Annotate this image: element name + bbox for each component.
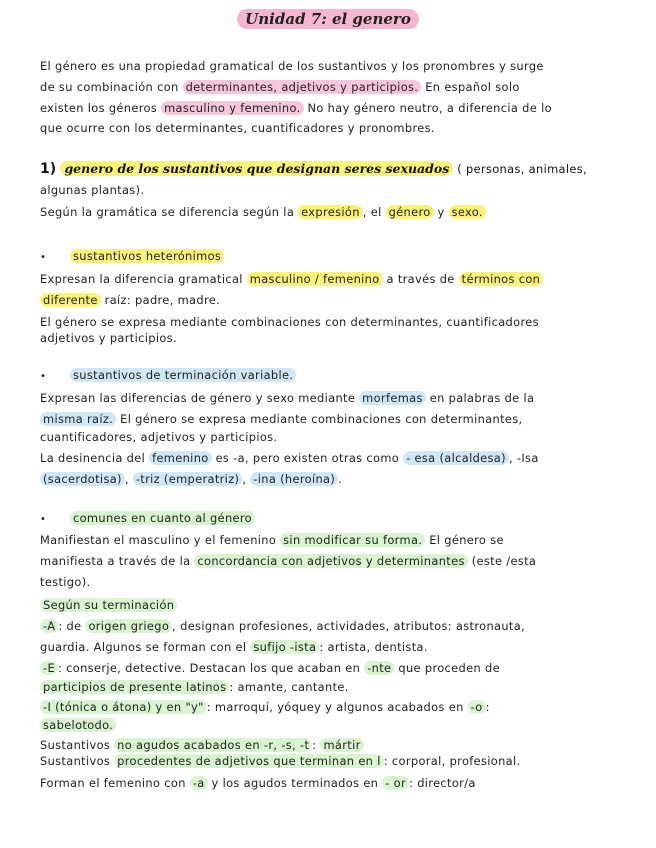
comunes-line-4 (40, 597, 177, 613)
page-title (0, 10, 656, 28)
green-highlight: -I (tónica o átona) y en "y" (40, 700, 207, 714)
bullet-dot: • (40, 371, 47, 382)
comunes-line-9: -I (tónica o átona) y en "y" : marroquí, yóquey y algunos acabados en -o : (40, 699, 490, 715)
bullet-dot: • (40, 252, 47, 263)
green-highlight: participios de presente latinos (40, 680, 229, 694)
intro-line-1: El género es una propiedad gramatical de los sustantivos y los pronombres y surge (40, 59, 544, 73)
blue-highlight: femenino (149, 451, 212, 465)
green-highlight: -A (40, 619, 58, 633)
intro-line-2: de su combinación con determinantes, adjetivos y participios. En español solo (40, 80, 520, 94)
section-1-line-3: Según la gramática se diferencia según la expresión , el género y sexo. (40, 204, 486, 220)
bullet-comunes (40, 510, 255, 528)
comunes-line-8: participios de presente latinos : amante, cantante. (40, 679, 349, 695)
heteronimos-line-2: diferente raíz: padre, madre. (40, 292, 220, 308)
heteronimos-line-4: adjetivos y participios. (40, 331, 177, 345)
section-1-line-2: algunas plantas). (40, 183, 145, 197)
yellow-highlight: sexo. (449, 205, 486, 219)
green-highlight: -E (40, 661, 58, 675)
comunes-line-12: Sustantivos procedentes de adjetivos que terminan en l : corporal, profesional. (40, 754, 521, 768)
yellow-highlight: sustantivos heterónimos (70, 249, 224, 263)
green-highlight: - or (382, 776, 409, 790)
comunes-line-6: guardia. Algunos se forman con el sufijo -ista : artista, dentista. (40, 640, 428, 654)
blue-highlight: - esa (alcaldesa) (403, 451, 509, 465)
blue-highlight: morfemas (359, 391, 426, 405)
pink-highlight: masculino y femenino. (161, 101, 303, 115)
comunes-line-11: Sustantivos no agudos acabados en -r, -s, -t : mártir (40, 737, 364, 753)
comunes-line-13: Forman el femenino con -a y los agudos terminados en - or : director/a (40, 776, 476, 790)
green-highlight: sin modificar su forma. (280, 533, 425, 547)
comunes-line-5: -A : de origen griego , designan profesiones, actividades, atributos: astronauta, (40, 618, 525, 634)
yellow-highlight: términos con (459, 272, 544, 286)
green-highlight: no agudos acabados en -r, -s, -t (114, 738, 312, 752)
intro-line-3: existen los géneros masculino y femenino. No hay género neutro, a diferencia de lo (40, 101, 552, 115)
green-highlight: mártir (320, 738, 363, 752)
heteronimos-line-3: El género se expresa mediante combinaciones con determinantes, cuantificadores (40, 315, 539, 329)
green-highlight: procedentes de adjetivos que terminan en l (114, 754, 384, 768)
green-highlight: sufijo -ista (250, 640, 319, 654)
yellow-highlight: expresión (298, 205, 363, 219)
green-highlight: sabelotodo. (40, 718, 116, 732)
heteronimos-line-1: Expresan la diferencia gramatical masculino / femenino a través de términos con (40, 271, 543, 287)
variable-line-3: cuantificadores, adjetivos y participios. (40, 430, 278, 444)
green-highlight: origen griego (85, 619, 172, 633)
bullet-dot: • (40, 514, 47, 525)
yellow-highlight: género (386, 205, 434, 219)
intro-line-4: que ocurre con los determinantes, cuantificadores y pronombres. (40, 121, 435, 135)
variable-line-1: Expresan las diferencias de género y sexo mediante morfemas en palabras de la (40, 391, 535, 405)
title-highlight: Unidad 7: el genero (237, 9, 419, 29)
comunes-line-1: Manifiestan el masculino y el femenino sin modificar su forma. El género se (40, 533, 504, 547)
comunes-line-3: testigo). (40, 575, 91, 589)
variable-line-5: (sacerdotisa) , -triz (emperatriz) , -ina (heroína) . (40, 471, 342, 487)
green-highlight: -nte (364, 661, 394, 675)
blue-highlight: sustantivos de terminación variable. (70, 368, 296, 382)
green-highlight: comunes en cuanto al género (70, 511, 255, 525)
yellow-highlight: diferente (40, 293, 101, 307)
green-highlight: -a (190, 776, 208, 790)
comunes-line-10 (40, 717, 116, 733)
bullet-variable (40, 367, 296, 385)
green-highlight: Según su terminación (40, 598, 177, 612)
bullet-heteronimos (40, 248, 224, 266)
green-highlight: concordancia con adjetivos y determinantes (194, 554, 467, 568)
blue-highlight: -triz (emperatriz) (133, 472, 243, 486)
section-1-heading: 1) genero de los sustantivos que designan seres sexuados ( personas, animales, (40, 161, 588, 177)
blue-highlight: misma raíz. (40, 412, 116, 426)
yellow-highlight: masculino / femenino (247, 272, 383, 286)
green-highlight: -o (468, 700, 486, 714)
blue-highlight: -ina (heroína) (250, 472, 338, 486)
variable-line-4: La desinencia del femenino es -a, pero existen otras como - esa (alcaldesa) , -Isa (40, 451, 539, 465)
variable-line-2: misma raíz. El género se expresa mediante combinaciones con determinantes, (40, 411, 523, 427)
blue-highlight: (sacerdotisa) (40, 472, 125, 486)
pink-highlight: determinantes, adjetivos y participios. (183, 80, 422, 94)
section-1-title: genero de los sustantivos que designan seres sexuados (60, 161, 453, 176)
comunes-line-2: manifiesta a través de la concordancia con adjetivos y determinantes (este /esta (40, 554, 537, 568)
comunes-line-7: -E : conserje, detective. Destacan los que acaban en -nte que proceden de (40, 660, 500, 676)
